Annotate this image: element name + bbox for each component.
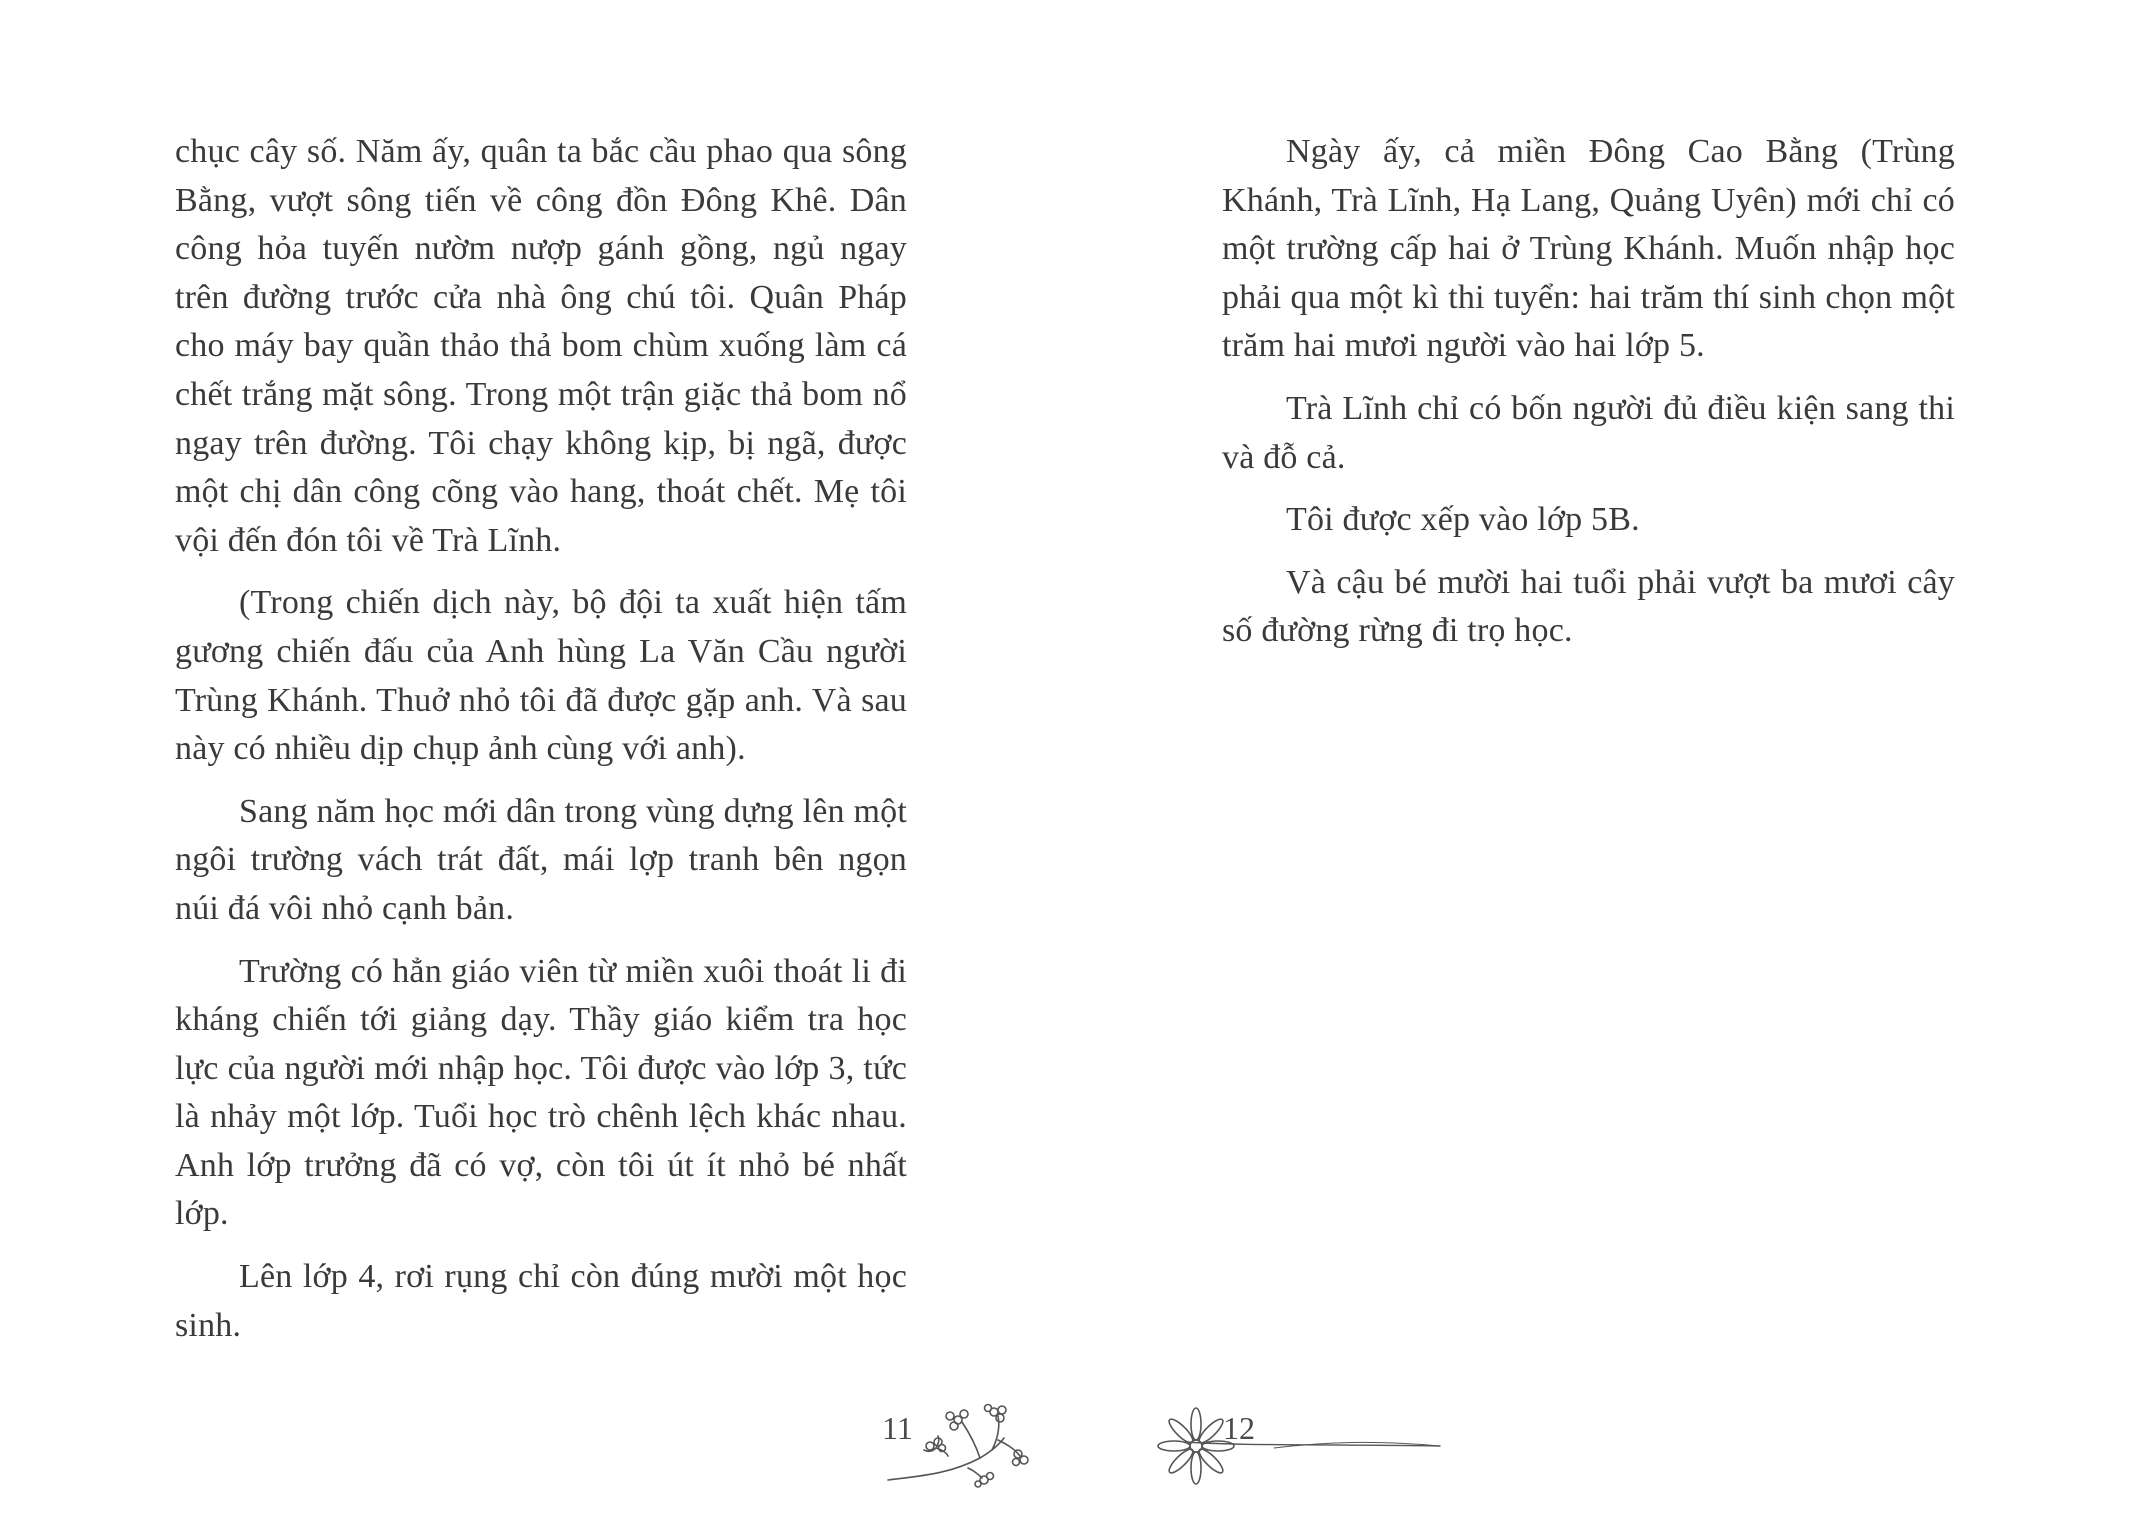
paragraph: Ngày ấy, cả miền Đông Cao Bằng (Trùng Khánh, Trà Lĩnh, Hạ Lang, Quảng Uyên) mới chỉ có một trường cấp hai ở Trùng Khánh. Muốn nhập học phải qua một kì thi tuyển: hai trăm thí sinh chọn một trăm hai mươi người vào hai lớp 5.: [1222, 133, 1955, 365]
flower-sprig-icon: [880, 1398, 1030, 1488]
paragraph: Và cậu bé mười hai tuổi phải vượt ba mươi cây số đường rừng đi trọ học.: [1222, 563, 1955, 650]
daisy-flower-icon: [1124, 1400, 1444, 1500]
right-page: [1069, 0, 2139, 1528]
paragraph: Trường có hẳn giáo viên từ miền xuôi thoát li đi kháng chiến tới giảng dạy. Thầy giáo kiểm tra học lực của người mới nhập học. Tôi được vào lớp 3, tức là nhảy một lớp. Tuổi học trò chênh lệch khác nhau. Anh lớp trưởng đã có vợ, còn tôi út ít nhỏ bé nhất lớp.: [175, 952, 907, 1233]
left-page: [0, 0, 1069, 1528]
paragraph: Trà Lĩnh chỉ có bốn người đủ điều kiện sang thi và đỗ cả.: [1222, 389, 1955, 476]
left-page-text: [175, 128, 907, 1364]
page-number: 11: [882, 1410, 913, 1446]
page-number: 12: [1223, 1410, 1255, 1446]
paragraph: chục cây số. Năm ấy, quân ta bắc cầu phao qua sông Bằng, vượt sông tiến về công đồn Đông Khê. Dân công hỏa tuyến nườm nượp gánh gồng, ngủ ngay trên đường trước cửa nhà ông chú tôi. Quân Pháp cho máy bay quần thảo thả bom chùm xuống làm cá chết trắng mặt sông. Trong một trận giặc thả bom nổ ngay trên đường. Tôi chạy không kịp, bị ngã, được một chị dân công cõng vào hang, thoát chết. Mẹ tôi vội đến đón tôi về Trà Lĩnh.: [175, 133, 907, 559]
paragraph: Sang năm học mới dân trong vùng dựng lên một ngôi trường vách trát đất, mái lợp tranh bên ngọn núi đá vôi nhỏ cạnh bản.: [175, 792, 907, 927]
right-page-text: [1222, 128, 1955, 670]
paragraph: (Trong chiến dịch này, bộ đội ta xuất hiện tấm gương chiến đấu của Anh hùng La Văn Cầu người Trùng Khánh. Thuở nhỏ tôi đã được gặp anh. Và sau này có nhiều dịp chụp ảnh cùng với anh).: [175, 584, 907, 768]
paragraph: Lên lớp 4, rơi rụng chỉ còn đúng mười một học sinh.: [175, 1258, 907, 1344]
paragraph: Tôi được xếp vào lớp 5B.: [1286, 501, 1640, 539]
